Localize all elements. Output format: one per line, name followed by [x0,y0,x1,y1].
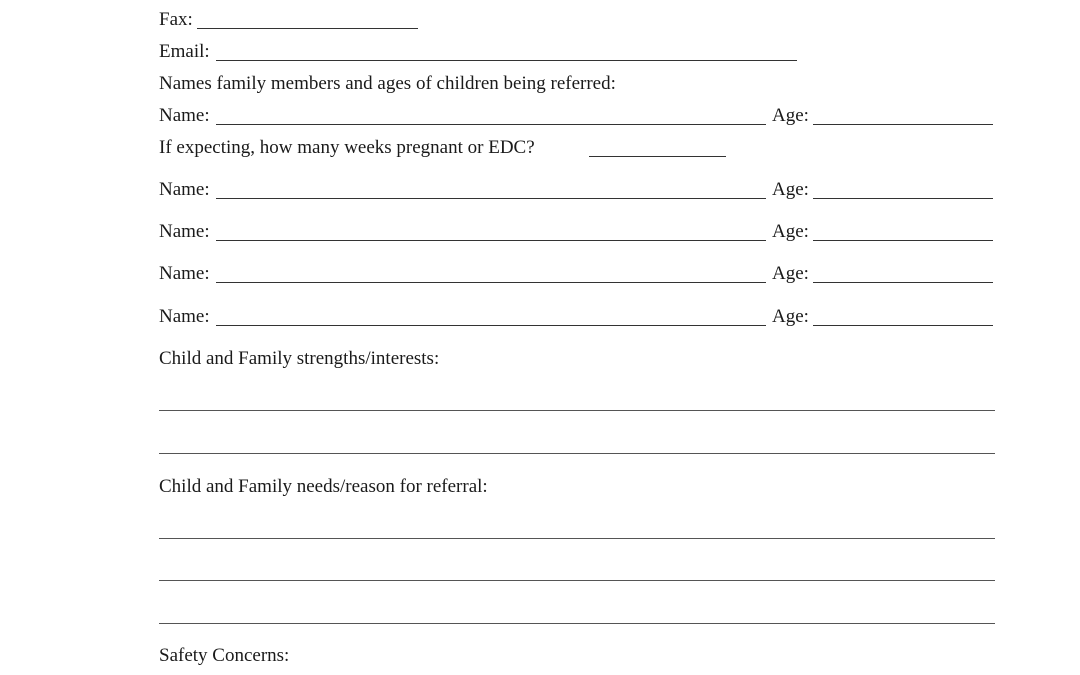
member-name-field[interactable] [216,282,766,283]
name-label: Name: [159,105,210,126]
expecting-prompt: If expecting, how many weeks pregnant or EDC? [159,137,535,158]
email-label: Email: [159,41,210,62]
expecting-field[interactable] [589,156,726,157]
safety-concerns-label: Safety Concerns: [159,645,290,666]
member-name-field[interactable] [216,240,766,241]
name-label: Name: [159,221,210,242]
family-members-prompt: Names family members and ages of children being referred: [159,73,616,94]
age-label: Age: [772,105,809,126]
fax-field[interactable] [197,28,418,29]
member-age-field[interactable] [813,124,993,125]
member-age-field[interactable] [813,282,993,283]
strengths-line[interactable] [159,410,995,411]
member-age-field[interactable] [813,198,993,199]
needs-line[interactable] [159,538,995,539]
member-name-field[interactable] [216,124,766,125]
strengths-label: Child and Family strengths/interests: [159,348,440,369]
age-label: Age: [772,221,809,242]
email-field[interactable] [216,60,797,61]
fax-label: Fax: [159,9,193,30]
member-name-field[interactable] [216,325,766,326]
strengths-line[interactable] [159,453,995,454]
name-label: Name: [159,179,210,200]
needs-line[interactable] [159,623,995,624]
age-label: Age: [772,179,809,200]
member-name-field[interactable] [216,198,766,199]
member-age-field[interactable] [813,240,993,241]
name-label: Name: [159,263,210,284]
member-age-field[interactable] [813,325,993,326]
needs-line[interactable] [159,580,995,581]
needs-label: Child and Family needs/reason for referral: [159,476,488,497]
name-label: Name: [159,306,210,327]
age-label: Age: [772,263,809,284]
age-label: Age: [772,306,809,327]
